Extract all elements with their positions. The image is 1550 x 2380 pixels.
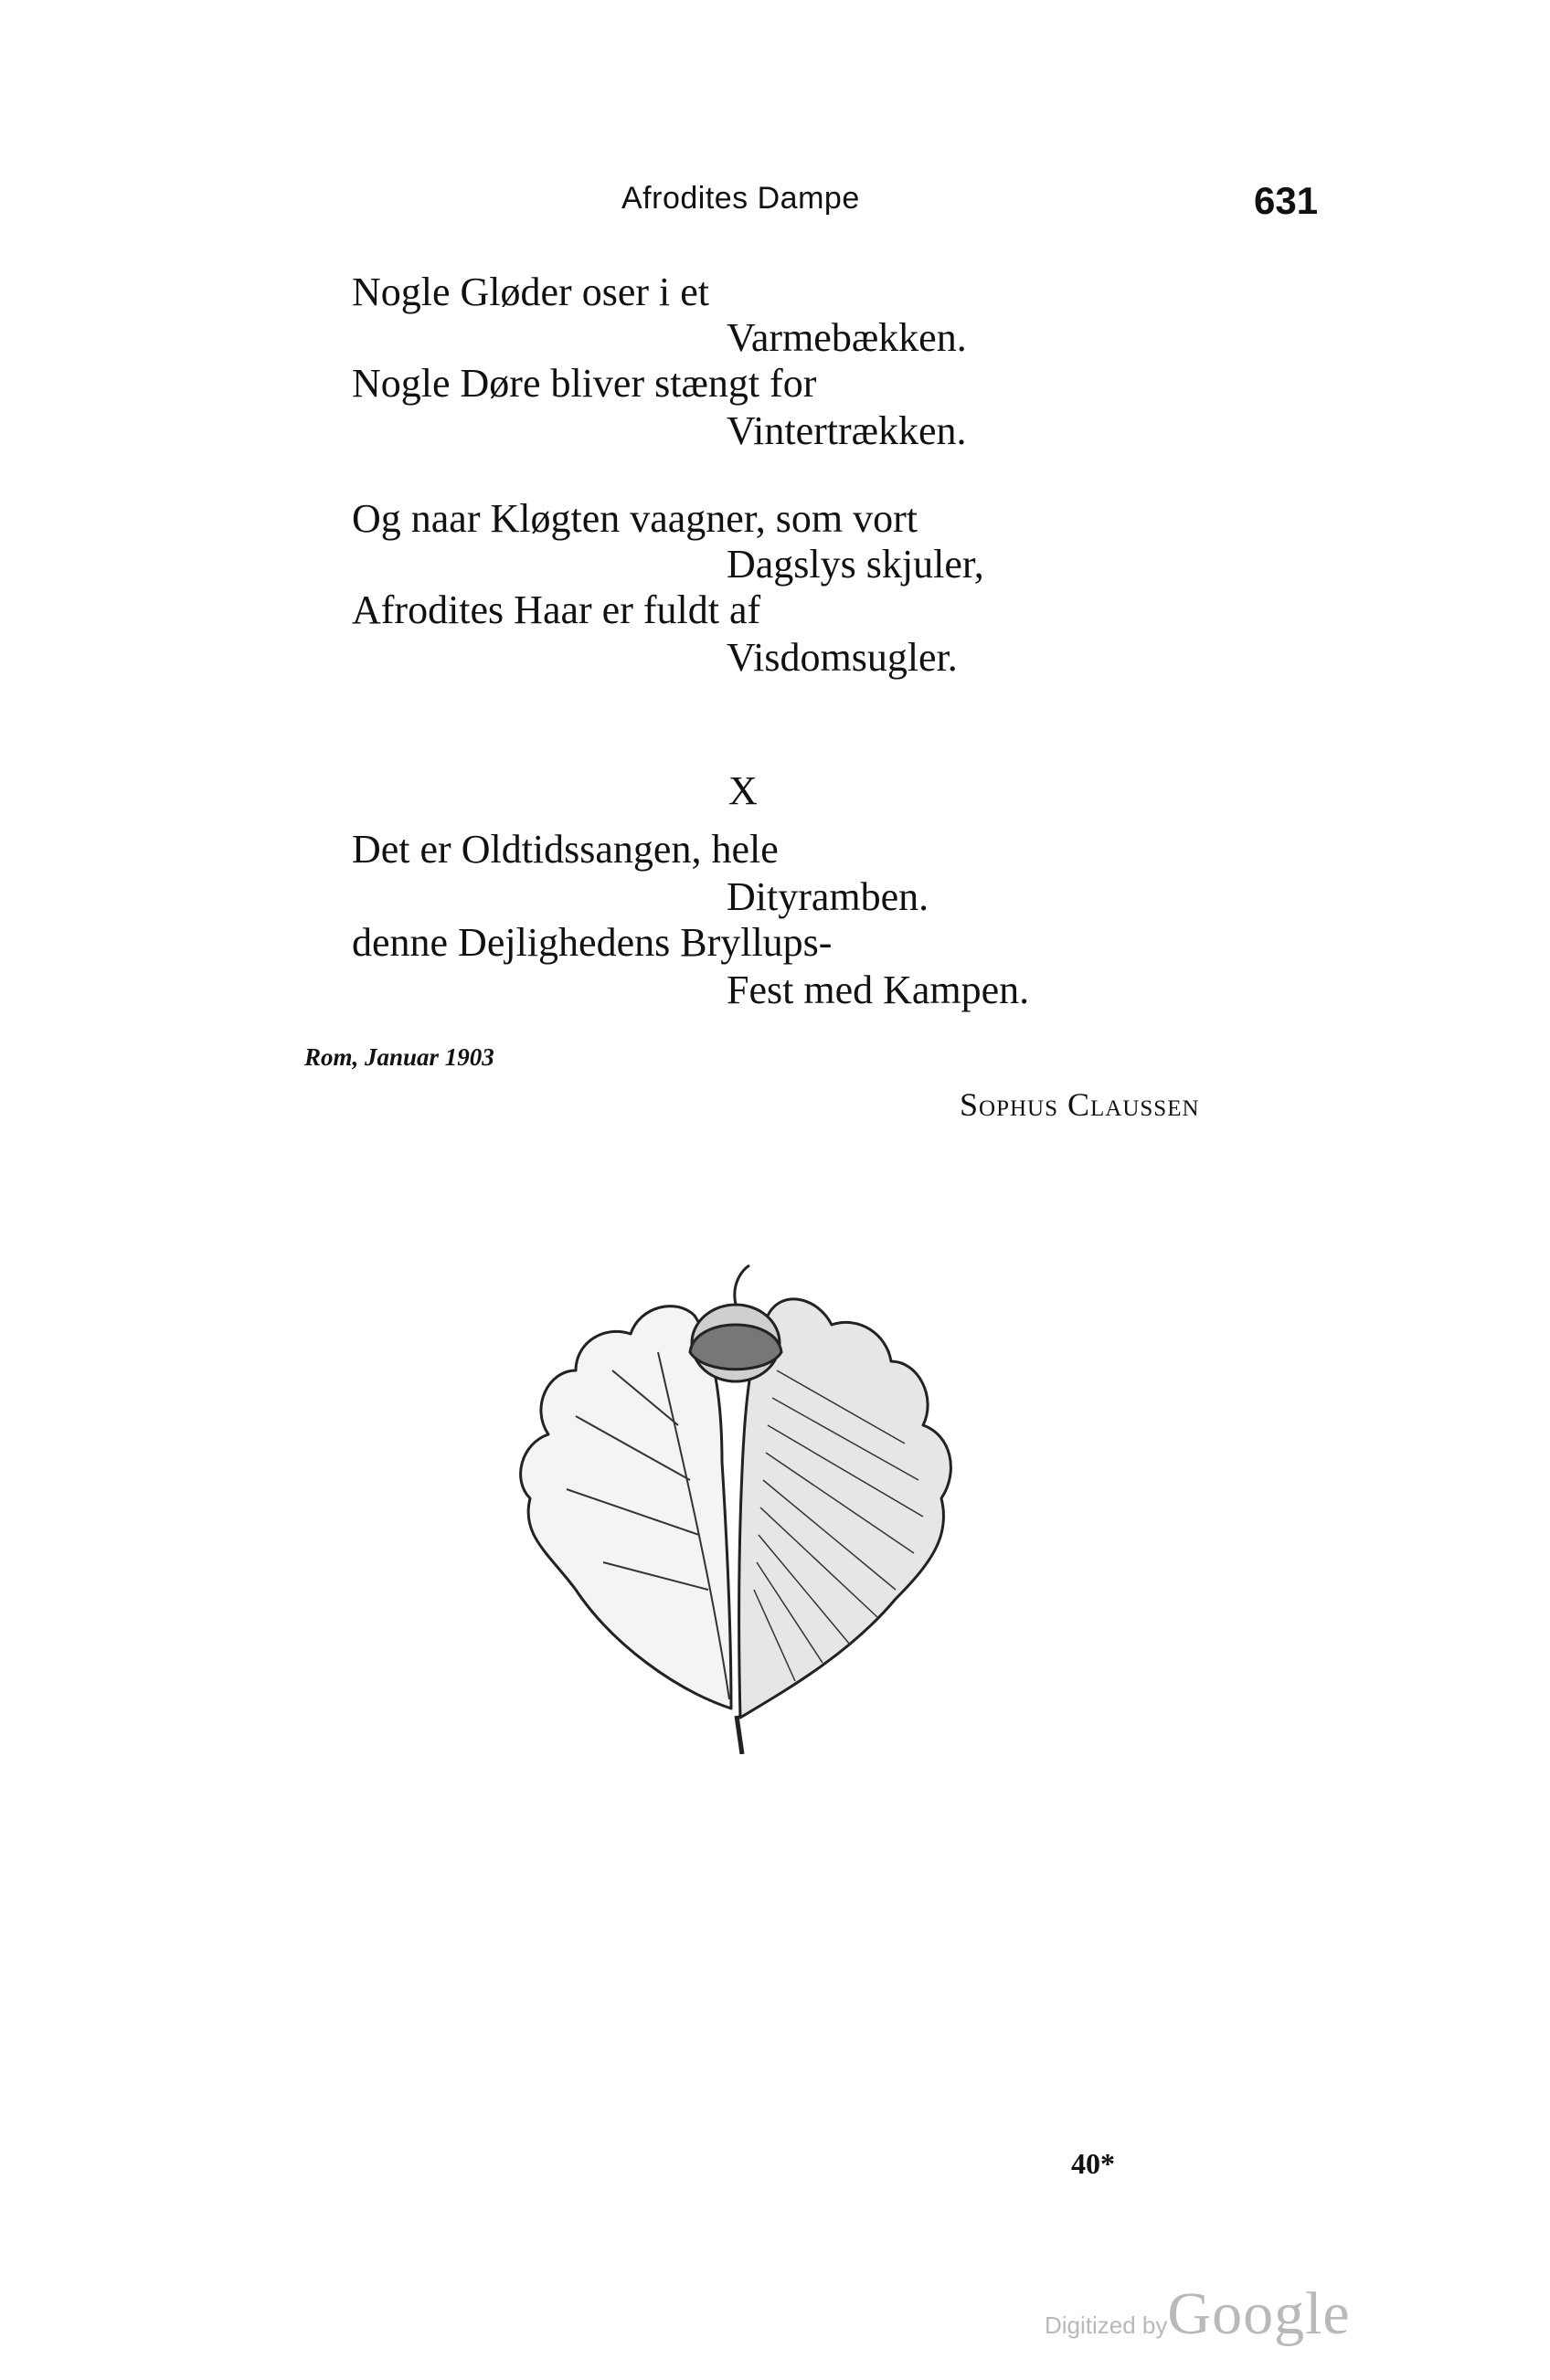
page-number: 631 [1254, 179, 1319, 222]
verse-line: Det er Oldtidssangen, hele [352, 827, 779, 872]
running-title: Afrodites Dampe [621, 181, 860, 216]
verse-line: Nogle Gløder oser i et [352, 270, 709, 314]
verse-line: Dagslys skjuler, [727, 542, 984, 587]
dateline: Rom, Januar 1903 [304, 1043, 494, 1071]
section-numeral: X [728, 768, 758, 813]
verse-line: Fest med Kampen. [727, 968, 1030, 1012]
verse-line: Og naar Kløgten vaagner, som vort [352, 496, 918, 541]
verse-line: Vintertrækken. [727, 408, 967, 453]
google-logo: Google [1167, 2280, 1351, 2347]
author-last-name: Claussen [1067, 1086, 1200, 1123]
digitized-watermark [1045, 2280, 1351, 2349]
verse-line: Varmebækken. [727, 315, 967, 360]
author-signature [960, 1085, 1200, 1124]
verse-line: Dityramben. [727, 874, 929, 919]
signature-mark: 40* [1071, 2147, 1115, 2180]
watermark-prefix: Digitized by [1045, 2311, 1168, 2339]
verse-line: Nogle Døre bliver stængt for [352, 361, 817, 406]
verse-line: denne Dejlighedens Bryllups- [352, 920, 833, 965]
author-first-name: Sophus [960, 1086, 1058, 1123]
oak-leaf-ornament [503, 1261, 969, 1754]
verse-line: Visdomsugler. [727, 635, 958, 680]
verse-line: Afrodites Haar er fuldt af [352, 587, 761, 632]
